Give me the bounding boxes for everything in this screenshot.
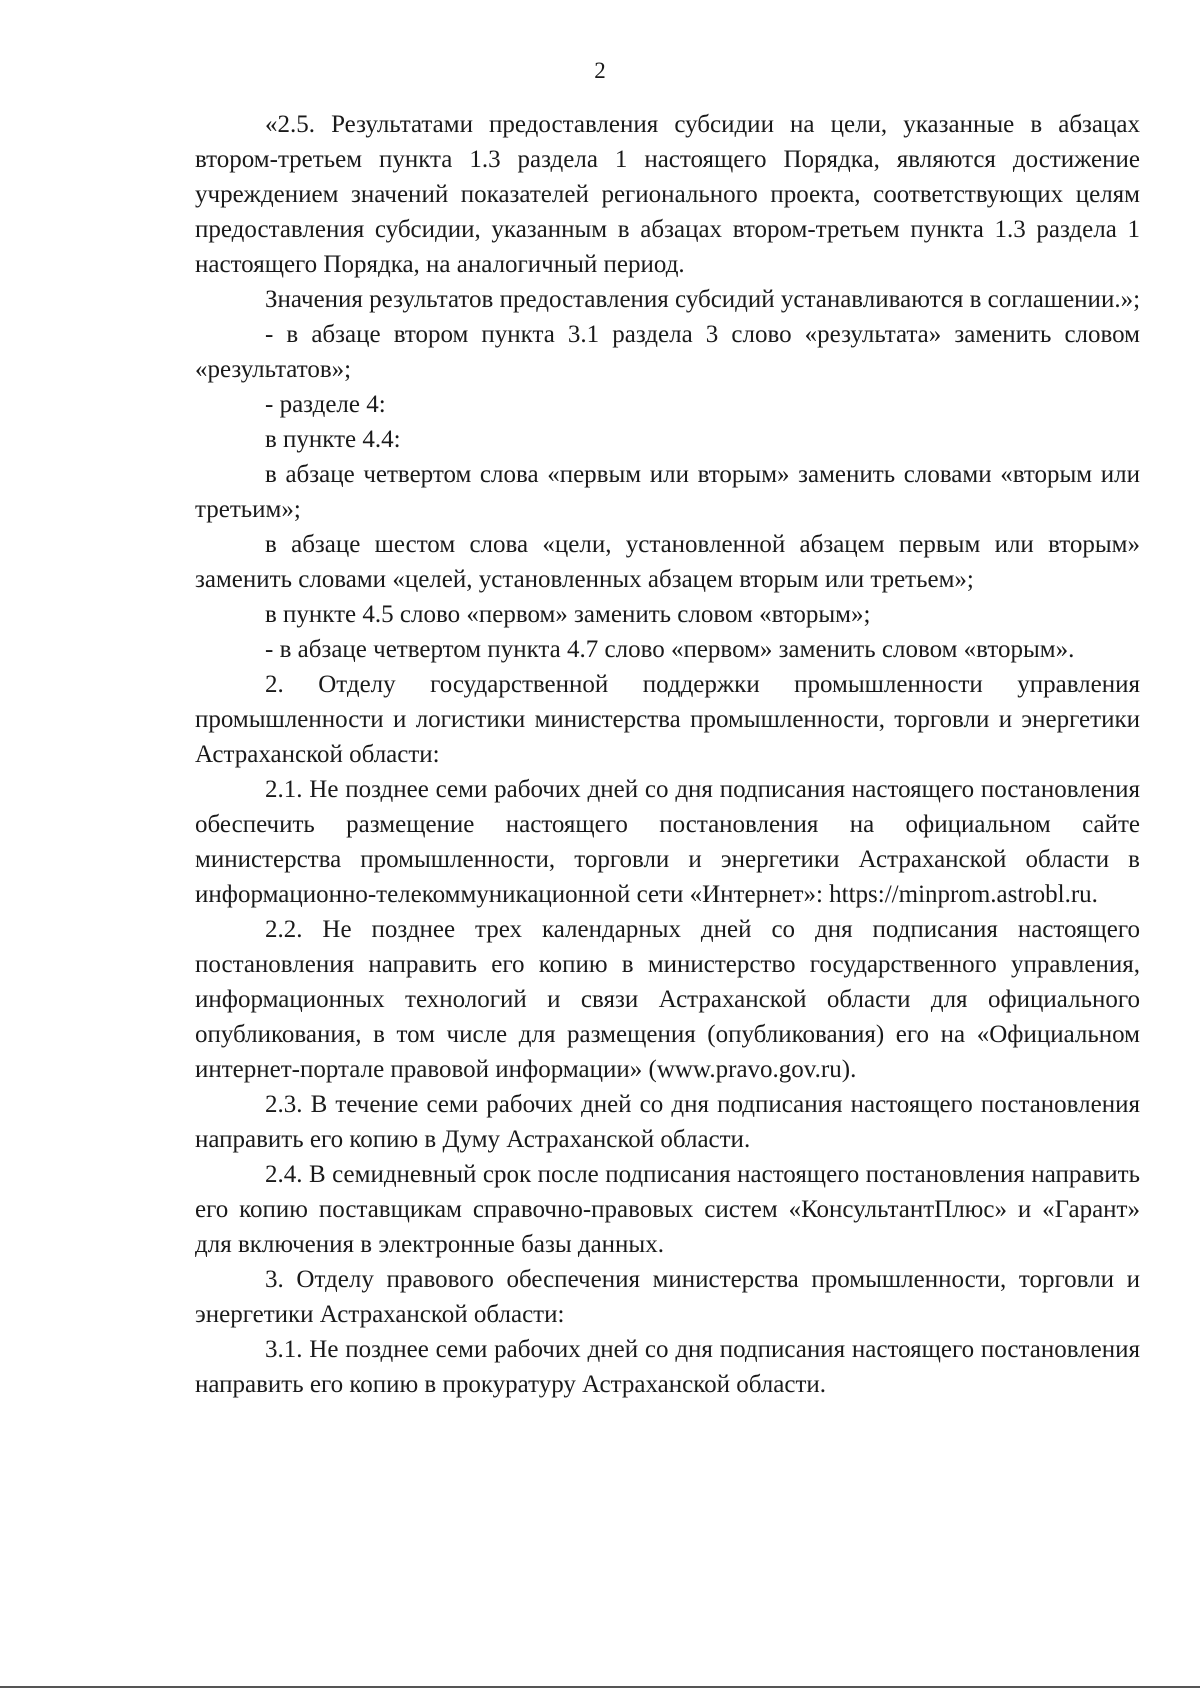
paragraph: 2.2. Не позднее трех календарных дней со дня подписания настоящего постановления направить его копию в министерство государственного управления, информационных технологий и связи Астраханской области для официального опубликования, в том числе для размещения (опубликования) его на «Официальном интернет-портале правовой информации» (www.pravo.gov.ru).: [195, 916, 1140, 1083]
paragraph: - в абзаце втором пункта 3.1 раздела 3 слово «результата» заменить словом «результатов»;: [195, 321, 1140, 383]
paragraph: в пункте 4.5 слово «первом» заменить словом «вторым»;: [265, 601, 871, 628]
paragraph: 2.3. В течение семи рабочих дней со дня подписания настоящего постановления направить его копию в Думу Астраханской области.: [195, 1091, 1140, 1153]
paragraph: в абзаце шестом слова «цели, установленной абзацем первым или вторым» заменить словами «целей, установленных абзацем вторым или третьем»;: [195, 531, 1140, 593]
paragraph: 3.1. Не позднее семи рабочих дней со дня подписания настоящего постановления направить его копию в прокуратуру Астраханской области.: [195, 1336, 1140, 1398]
paragraph: «2.5. Результатами предоставления субсидии на цели, указанные в абзацах втором-третьем пункта 1.3 раздела 1 настоящего Порядка, являются достижение учреждением значений показателей регионального проекта, соответствующих целям предоставления субсидии, указанным в абзацах втором-третьем пункта 1.3 раздела 1 настоящего Порядка, на аналогичный период.: [195, 111, 1140, 278]
paragraph: 2.4. В семидневный срок после подписания настоящего постановления направить его копию поставщикам справочно-правовых систем «КонсультантПлюс» и «Гарант» для включения в электронные базы данных.: [195, 1161, 1140, 1258]
paragraph: 2.1. Не позднее семи рабочих дней со дня подписания настоящего постановления обеспечить размещение настоящего постановления на официальном сайте министерства промышленности, торговли и энергетики Астраханской области в информационно-телекоммуникационной сети «Интернет»: https://minprom.astrobl.ru.: [195, 776, 1140, 908]
paragraph: Значения результатов предоставления субсидий устанавливаются в соглашении.»;: [265, 286, 1141, 313]
paragraph: в абзаце четвертом слова «первым или вторым» заменить словами «вторым или третьим»;: [195, 461, 1140, 523]
paragraph: - разделе 4:: [265, 391, 386, 418]
page-number: 2: [594, 58, 606, 83]
page-bottom-rule: [0, 1686, 1200, 1688]
paragraph: в пункте 4.4:: [265, 426, 401, 453]
paragraph: - в абзаце четвертом пункта 4.7 слово «первом» заменить словом «вторым».: [265, 636, 1075, 663]
paragraph: 2. Отделу государственной поддержки промышленности управления промышленности и логистики министерства промышленности, торговли и энергетики Астраханской области:: [195, 671, 1140, 768]
document-body: [195, 107, 1140, 1402]
paragraph: 3. Отделу правового обеспечения министерства промышленности, торговли и энергетики Астраханской области:: [195, 1266, 1140, 1328]
